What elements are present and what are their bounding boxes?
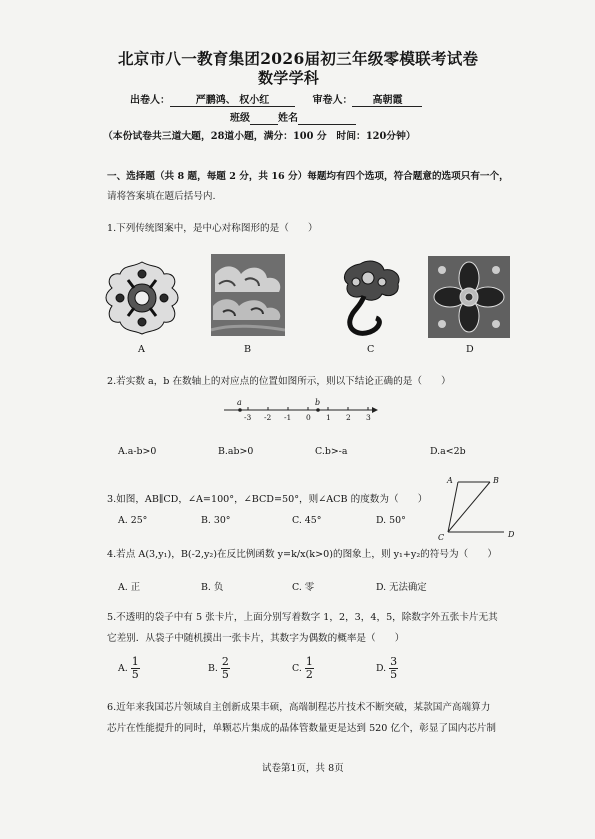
q2-option-a[interactable]: A.a-b>0 bbox=[118, 446, 157, 457]
q4-option-a[interactable]: A. 正 bbox=[118, 582, 141, 593]
q5-stem-line2: 它差别．从袋子中随机摸出一张卡片，其数字为偶数的概率是（ ） bbox=[107, 633, 405, 644]
q5-option-d-den: 5 bbox=[390, 668, 398, 681]
q5-option-a-num: 1 bbox=[131, 655, 139, 668]
q2-stem: 2.若实数 a，b 在数轴上的对应点的位置如图所示，则以下结论正确的是（ ） bbox=[107, 376, 451, 387]
q2-point-b: b bbox=[315, 398, 321, 407]
q2-tick-neg3: -3 bbox=[244, 413, 252, 422]
section1-heading-text: 一、选择题（共 8 题，每题 2 分，共 16 分）每题均有四个选项，符合题意的选项只有一个， bbox=[107, 171, 509, 182]
subject-title: 数学学科 bbox=[258, 69, 320, 87]
author-label: 出卷人： bbox=[130, 95, 170, 106]
class-label: 班级 bbox=[230, 113, 250, 124]
q3-option-c[interactable]: C. 45° bbox=[292, 515, 322, 526]
q5-option-a-letter: A. bbox=[118, 663, 128, 674]
q1-image-d bbox=[428, 256, 510, 338]
exam-info: （本份试卷共三道大题，28道小题，满分：100 分 时间：120分钟） bbox=[103, 131, 416, 142]
q2-tick-neg1: -1 bbox=[284, 413, 292, 422]
q5-option-b[interactable] bbox=[208, 656, 230, 681]
q5-option-b-fraction bbox=[221, 656, 230, 681]
q5-option-b-letter: B. bbox=[208, 663, 218, 674]
q3-stem: 3.如图，AB∥CD，∠A=100°，∠BCD=50°，则∠ACB 的度数为（ ） bbox=[107, 494, 428, 505]
q2-point-a: a bbox=[237, 398, 242, 407]
author-line bbox=[130, 91, 422, 107]
page-footer: 试卷第1页，共 8页 bbox=[262, 763, 344, 774]
q4-stem: 4.若点 A(3,y₁)，B(-2,y₂)在反比例函数 y=k/x(k>0)的图象上，则 y₁+y₂的符号为（ ） bbox=[107, 549, 497, 560]
q3-option-a[interactable]: A. 25° bbox=[118, 515, 148, 526]
q5-option-c-den: 2 bbox=[305, 668, 313, 681]
q5-option-b-num: 2 bbox=[221, 655, 229, 668]
name-label: 姓名 bbox=[278, 113, 298, 124]
q3-figure bbox=[438, 476, 518, 540]
q1-label-d: D bbox=[466, 344, 474, 355]
q2-tick-0: 0 bbox=[306, 413, 311, 422]
name-blank[interactable] bbox=[298, 113, 356, 125]
q5-option-d-fraction bbox=[389, 656, 398, 681]
q1-label-b: B bbox=[244, 344, 252, 355]
q4-option-d[interactable]: D. 无法确定 bbox=[376, 582, 427, 593]
reviewer-label: 审卷人： bbox=[312, 95, 353, 106]
reviewer-name: 高朝霞 bbox=[352, 91, 422, 107]
q5-option-c-num: 1 bbox=[305, 655, 313, 668]
q2-tick-1: 1 bbox=[326, 413, 331, 422]
q5-option-c[interactable] bbox=[292, 656, 314, 681]
q5-stem-line1: 5.不透明的袋子中有 5 张卡片，上面分别写着数字 1，2，3，4，5，除数字外五张卡片无其 bbox=[107, 612, 498, 623]
q1-image-c bbox=[330, 258, 404, 338]
q5-option-c-letter: C. bbox=[292, 663, 302, 674]
q4-option-b[interactable]: B. 负 bbox=[201, 582, 224, 593]
q2-tick-3: 3 bbox=[366, 413, 371, 422]
class-blank[interactable] bbox=[250, 113, 278, 125]
q1-label-a: A bbox=[138, 344, 145, 355]
q3-option-b[interactable]: B. 30° bbox=[201, 515, 231, 526]
q3-point-b: B bbox=[493, 476, 499, 485]
q2-tick-neg2: -2 bbox=[264, 413, 272, 422]
q2-option-b[interactable]: B.ab>0 bbox=[218, 446, 254, 457]
section1-heading-cont: 请将答案填在题后括号内. bbox=[107, 191, 216, 202]
q5-option-b-den: 5 bbox=[221, 668, 229, 681]
q1-stem: 1.下列传统图案中，是中心对称图形的是（ ） bbox=[107, 223, 318, 234]
q6-stem-line2: 芯片在性能提升的同时，单颗芯片集成的晶体管数量更是达到 520 亿个，彰显了国内芯片制 bbox=[107, 723, 496, 734]
q2-option-d[interactable]: D.a<2b bbox=[430, 446, 466, 457]
q6-stem-line1: 6.近年来我国芯片领域自主创新成果丰硕，高端制程芯片技术不断突破，某款国产高端算力 bbox=[107, 702, 491, 713]
q5-option-c-fraction bbox=[305, 656, 314, 681]
q5-option-d-num: 3 bbox=[390, 655, 398, 668]
q2-tick-2: 2 bbox=[346, 413, 351, 422]
q5-option-d-letter: D. bbox=[376, 663, 387, 674]
q3-point-c: C bbox=[438, 533, 445, 542]
q5-option-d[interactable] bbox=[376, 656, 398, 681]
q3-point-a: A bbox=[447, 476, 453, 485]
q5-option-a-den: 5 bbox=[131, 668, 139, 681]
q2-option-c[interactable]: C.b>-a bbox=[315, 446, 348, 457]
q3-option-d[interactable]: D. 50° bbox=[376, 515, 406, 526]
q1-image-a bbox=[104, 258, 180, 336]
q1-image-b bbox=[211, 254, 285, 336]
exam-title: 北京市八一教育集团2026届初三年级零模联考试卷 bbox=[118, 49, 479, 68]
section1-heading bbox=[107, 168, 509, 182]
q5-option-a-fraction bbox=[131, 656, 140, 681]
q1-label-c: C bbox=[367, 344, 375, 355]
q3-point-d: D bbox=[508, 530, 515, 539]
author-names: 严鹏鸿、 权小红 bbox=[170, 91, 295, 107]
q5-option-a[interactable] bbox=[118, 656, 140, 681]
q4-option-c[interactable]: C. 零 bbox=[292, 582, 315, 593]
q2-number-line bbox=[220, 396, 380, 428]
class-name-line bbox=[230, 109, 356, 125]
